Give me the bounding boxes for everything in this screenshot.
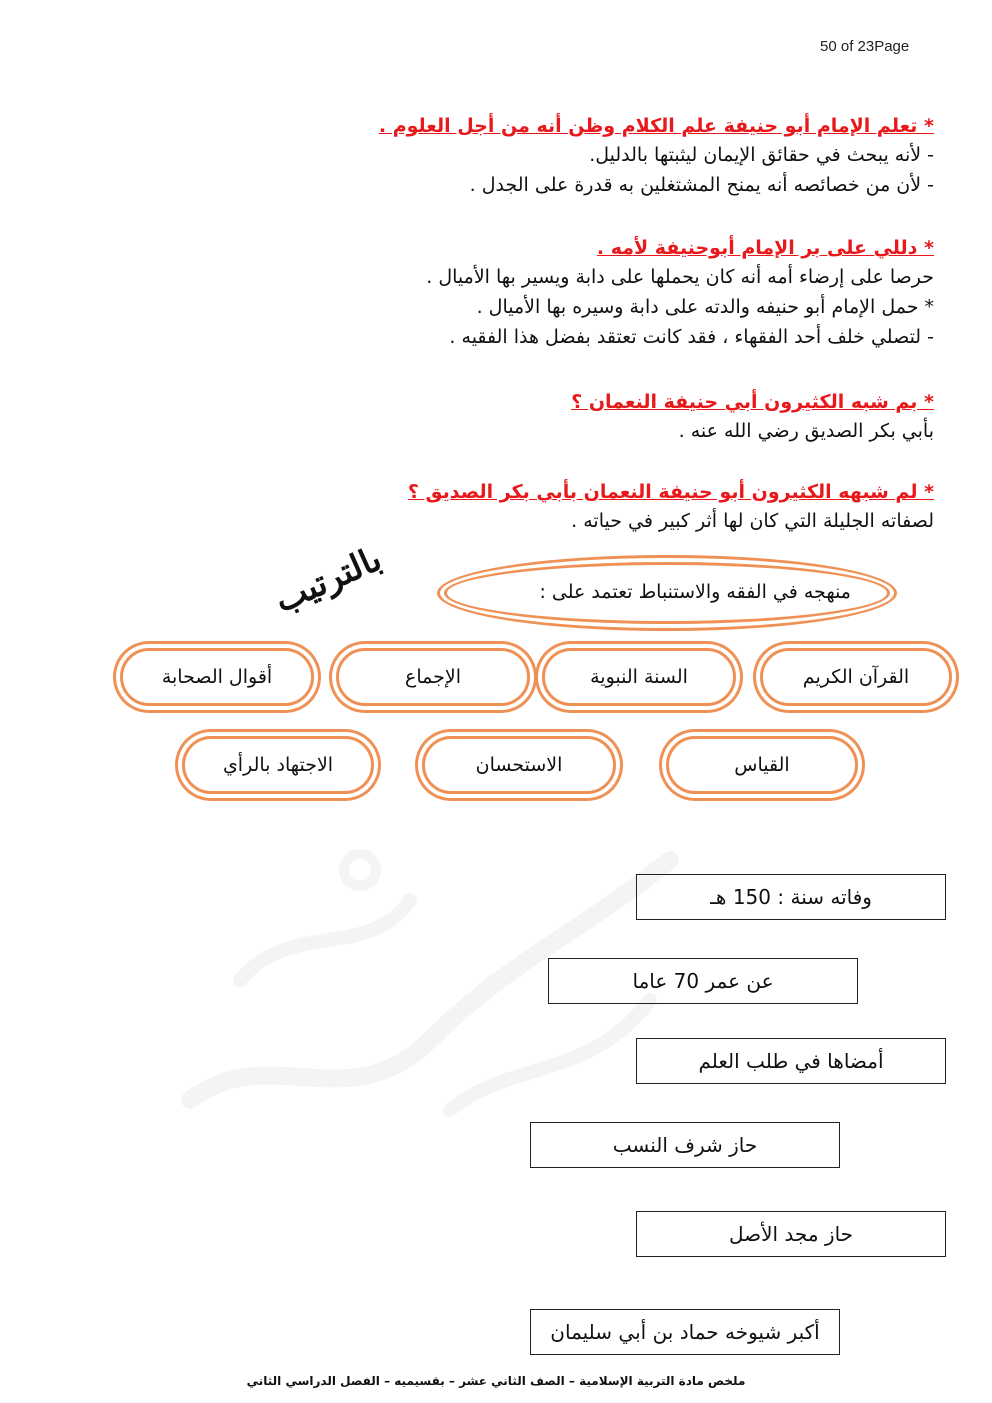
- order-stamp: بالترتيب: [268, 538, 388, 622]
- fact-lineage: حاز شرف النسب: [530, 1122, 840, 1168]
- question-heading: * تعلم الإمام أبو حنيفة علم الكلام وظن أنه من أجل العلوم .: [378, 115, 934, 137]
- source-sahaba: أقوال الصحابة: [120, 648, 314, 706]
- answer-line: * حمل الإمام أبو حنيفه والدته على دابة وسيره بها الأميال .: [476, 296, 934, 318]
- fact-age: عن عمر 70 عاما: [548, 958, 858, 1004]
- fact-origin: حاز مجد الأصل: [636, 1211, 946, 1257]
- source-ijtihad: الاجتهاد بالرأي: [182, 736, 374, 794]
- source-sunnah: السنة النبوية: [542, 648, 736, 706]
- answer-line: بأبي بكر الصديق رضي الله عنه .: [678, 420, 934, 442]
- section-birr: [214, 234, 934, 352]
- section-reason: [214, 478, 934, 536]
- answer-line: لصفاته الجليلة التي كان لها أثر كبير في حياته .: [571, 510, 934, 532]
- question-heading: * بم شبه الكثيرون أبي حنيفة النعمان ؟: [571, 391, 934, 413]
- fact-teacher: أكبر شيوخه حماد بن أبي سليمان: [530, 1309, 840, 1355]
- answer-line: حرصا على إرضاء أمه أنه كان يحملها على دابة ويسير بها الأميال .: [426, 266, 934, 288]
- method-title-oval: [444, 562, 890, 624]
- fact-study: أمضاها في طلب العلم: [636, 1038, 946, 1084]
- source-qiyas: القياس: [666, 736, 858, 794]
- answer-line: - لتصلي خلف أحد الفقهاء ، فقد كانت تعتقد بفضل هذا الفقيه .: [449, 326, 934, 348]
- question-heading: * دللي على بر الإمام أبوحنيفة لأمه .: [596, 237, 934, 259]
- answer-line: - لأنه يبحث في حقائق الإيمان ليثبتها بالدليل.: [589, 144, 934, 166]
- question-heading: * لم شبهه الكثيرون أبو حنيفة النعمان بأبي بكر الصديق ؟: [407, 481, 934, 503]
- answer-line: - لأن من خصائصه أنه يمنح المشتغلين به قدرة على الجدل .: [469, 174, 934, 196]
- page-number: 50 of 23Page: [820, 38, 910, 55]
- method-title: منهجه في الفقه والاستنباط تعتمد على :: [539, 581, 851, 603]
- source-quran: القرآن الكريم: [760, 648, 952, 706]
- source-ijma: الإجماع: [336, 648, 530, 706]
- section-kalam: [214, 112, 934, 200]
- source-istihsan: الاستحسان: [422, 736, 616, 794]
- section-resemblance: [214, 388, 934, 446]
- page-footer: ملخص مادة التربية الإسلامية – الصف الثاني عشر – بقسيميه – الفصل الدراسي الثاني: [246, 1374, 746, 1388]
- fact-death-year: وفاته سنة : 150 هـ: [636, 874, 946, 920]
